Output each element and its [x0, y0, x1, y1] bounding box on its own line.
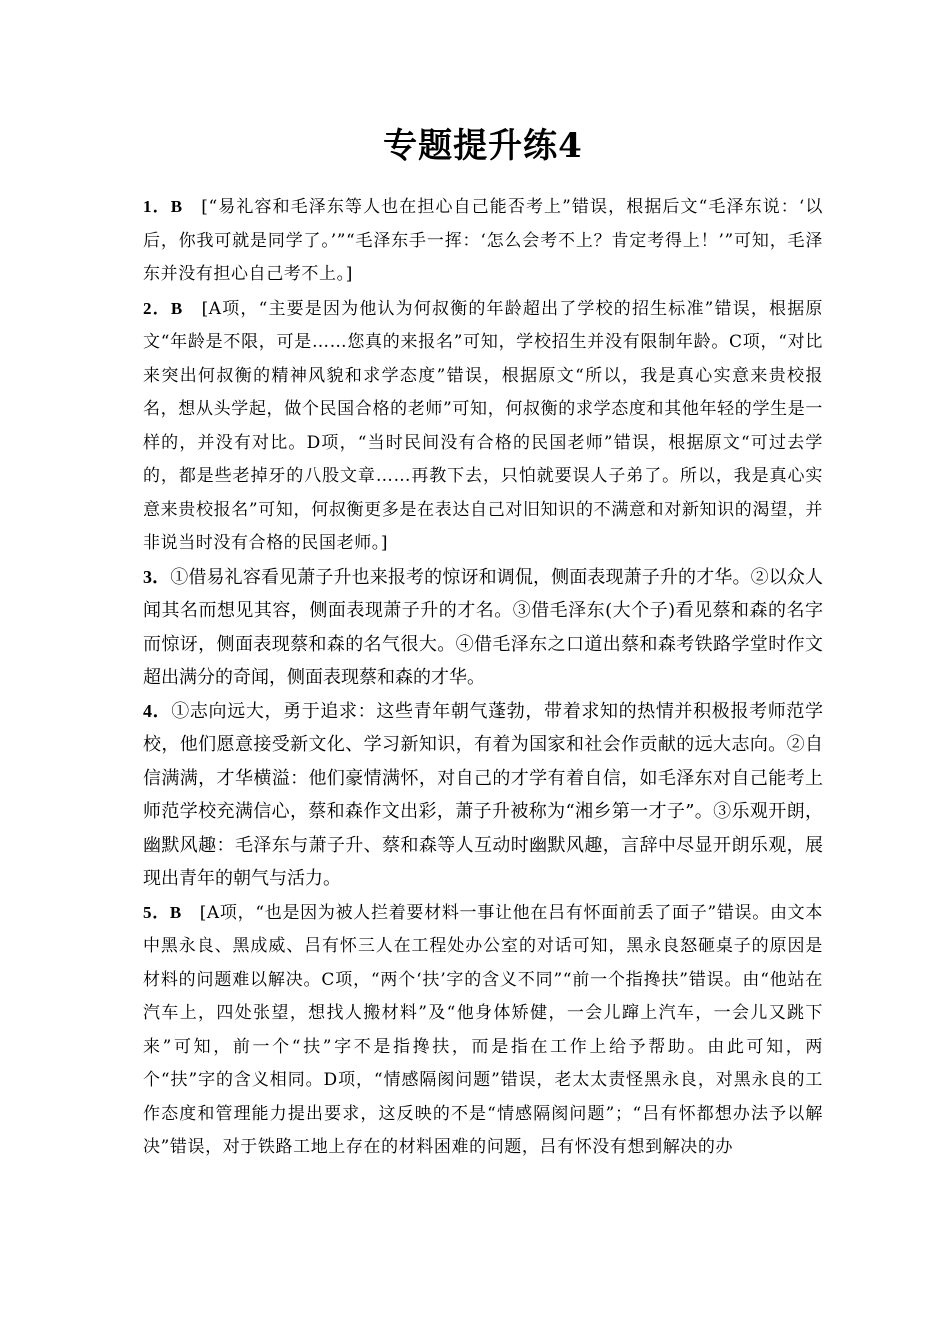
- item-explanation: [A项，“也是因为被人拦着要材料一事让他在吕有怀面前丢了面子”错误。由文本中黑永良、黑成威、吕有怀三人在工程处办公室的对话可知，黑永良怒砸桌子的原因是材料的问题难以解决。C项，“两个‘扶’字的含义不同”“前一个指搀扶”错误。由“他站在汽车上，四处张望，想找人搬材料”及“他身体矫健，一会儿蹿上汽车，一会儿又跳下来”可知，前一个“扶”字不是指搀扶，而是指在工作上给予帮助。由此可知，两个“扶”字的含义相同。D项，“情感隔阂问题”错误，老太太责怪黑永良，对黑永良的工作态度和管理能力提出要求，这反映的不是“情感隔阂问题”；“吕有怀都想办法予以解决”错误，对于铁路工地上存在的材料困难的问题，吕有怀没有想到解决的办: [143, 902, 823, 1157]
- item-number: 4．: [143, 700, 172, 721]
- item-explanation: [A项，“主要是因为他认为何叔衡的年龄超出了学校的招生标准”错误，根据原文“年龄是不限，可是……您真的来报名”可知，学校招生并没有限制年龄。C项，“对比来突出何叔衡的精神风貌和求学态度”错误，根据原文“所以，我是真心实意来贵校报名，想从头学起，做个民国合格的老师”可知，何叔衡的求学态度和其他年轻的学生是一样的，并没有对比。D项，“当时民间没有合格的民国老师”错误，根据原文“可过去学的，都是些老掉牙的八股文章……再教下去，只怕就要误人子弟了。所以，我是真心实意来贵校报名”可知，何叔衡更多是在表达自己对旧知识的不满意和对新知识的渴望，并非说当时没有合格的民国老师。]: [143, 298, 823, 553]
- answer-item-2: [143, 292, 823, 561]
- item-number: 3．: [143, 566, 171, 587]
- page-title: 专题提升练4: [383, 126, 583, 166]
- answer-item-5: [143, 896, 823, 1165]
- item-answer: B: [170, 298, 183, 318]
- item-answer: B: [170, 197, 183, 216]
- item-number: 2．: [143, 298, 171, 318]
- item-explanation: ①志向远大，勇于追求：这些青年朝气蓬勃，带着求知的热情并积极报考师范学校，他们愿意接受新文化、学习新知识，有着为国家和社会作贡献的远大志向。②自信满满，才华横溢：他们豪情满怀，对自己的才学有着自信，如毛泽东对自己能考上师范学校充满信心，蔡和森作文出彩，萧子升被称为“湘乡第一才子”。③乐观开朗，幽默风趣：毛泽东与萧子升、蔡和森等人互动时幽默风趣，言辞中尽显开朗乐观，展现出青年的朝气与活力。: [143, 700, 823, 889]
- document-page: [143, 122, 823, 1165]
- item-number: 5．: [143, 902, 170, 922]
- item-number: 1．: [143, 197, 171, 216]
- answer-item-4: [143, 695, 823, 896]
- answer-item-1: [143, 190, 823, 292]
- item-answer: B: [169, 902, 182, 922]
- answer-item-3: [143, 561, 823, 695]
- item-explanation: [“易礼容和毛泽东等人也在担心自己能否考上”错误，根据后文“毛泽东说：‘以后，你我可就是同学了。’”“毛泽东手一挥：‘怎么会考不上？肯定考得上！’”可知，毛泽东并没有担心自己考不上。]: [143, 197, 824, 284]
- item-explanation: ①借易礼容看见萧子升也来报考的惊讶和调侃，侧面表现萧子升的才华。②以众人闻其名而想见其容，侧面表现萧子升的才名。③借毛泽东(大个子)看见蔡和森的名字而惊讶，侧面表现蔡和森的名气很大。④借毛泽东之口道出蔡和森考铁路学堂时作文超出满分的奇闻，侧面表现蔡和森的才华。: [143, 566, 824, 688]
